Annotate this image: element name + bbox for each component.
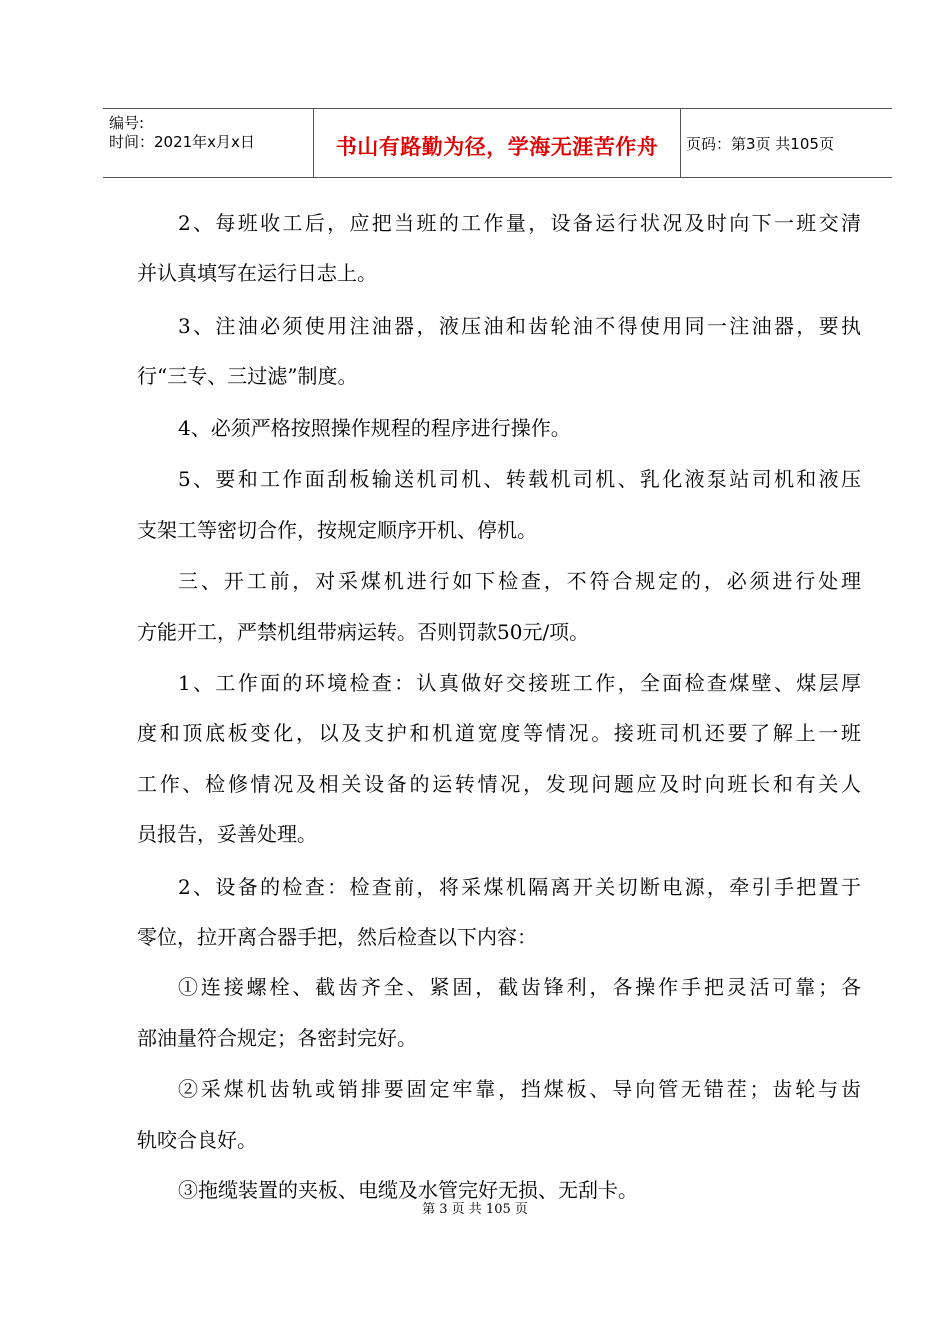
body-line: 轨咬合良好。 (137, 1128, 257, 1152)
body-line: 5、要和工作面刮板输送机司机、转载机司机、乳化液泵站司机和液压 (178, 467, 861, 491)
body-line: 2、每班收工后，应把当班的工作量，设备运行状况及时向下一班交清 (178, 211, 861, 235)
body-line: ③拖缆装置的夹板、电缆及水管完好无损、无刮卡。 (178, 1178, 638, 1202)
body-line: 支架工等密切合作，按规定顺序开机、停机。 (137, 518, 537, 542)
body-line: 三、开工前，对采煤机进行如下检查，不符合规定的，必须进行处理 (178, 569, 861, 593)
page-footer: 第 3 页 共 105 页 (422, 1202, 528, 1217)
header-motto: 书山有路勤为径，学海无涯苦作舟 (335, 135, 659, 159)
body-line: 4、必须严格按照操作规程的程序进行操作。 (178, 416, 571, 440)
body-line: 1、工作面的环境检查：认真做好交接班工作，全面检查煤壁、煤层厚 (178, 671, 861, 695)
body-line: 并认真填写在运行日志上。 (137, 261, 377, 285)
header-meta (103, 109, 313, 177)
page-header (103, 108, 892, 178)
document-date: 时间：2021年x月x日 (109, 133, 255, 151)
document-number-label: 编号: (109, 114, 145, 132)
body-line: ①连接螺栓、截齿齐全、紧固，截齿锋利，各操作手把灵活可靠；各 (178, 975, 861, 999)
body-line: 3、注油必须使用注油器，液压油和齿轮油不得使用同一注油器，要执 (178, 314, 861, 338)
header-motto-cell (313, 109, 681, 177)
header-page-info: 页码：第3页 共105页 (686, 135, 834, 153)
body-line: 零位，拉开离合器手把，然后检查以下内容： (137, 925, 537, 949)
body-line: 方能开工，严禁机组带病运转。否则罚款50元/项。 (137, 620, 590, 644)
body-line: 工作、检修情况及相关设备的运转情况，发现问题应及时向班长和有关人 (137, 772, 861, 796)
body-line: ②采煤机齿轨或销排要固定牢靠，挡煤板、导向管无错茬；齿轮与齿 (178, 1077, 861, 1101)
body-line: 行“三专、三过滤”制度。 (137, 364, 358, 388)
body-line: 2、设备的检查：检查前，将采煤机隔离开关切断电源，牵引手把置于 (178, 875, 861, 899)
body-line: 员报告，妥善处理。 (137, 822, 317, 846)
body-line: 度和顶底板变化，以及支护和机道宽度等情况。接班司机还要了解上一班 (137, 721, 861, 745)
body-line: 部油量符合规定；各密封完好。 (137, 1026, 417, 1050)
